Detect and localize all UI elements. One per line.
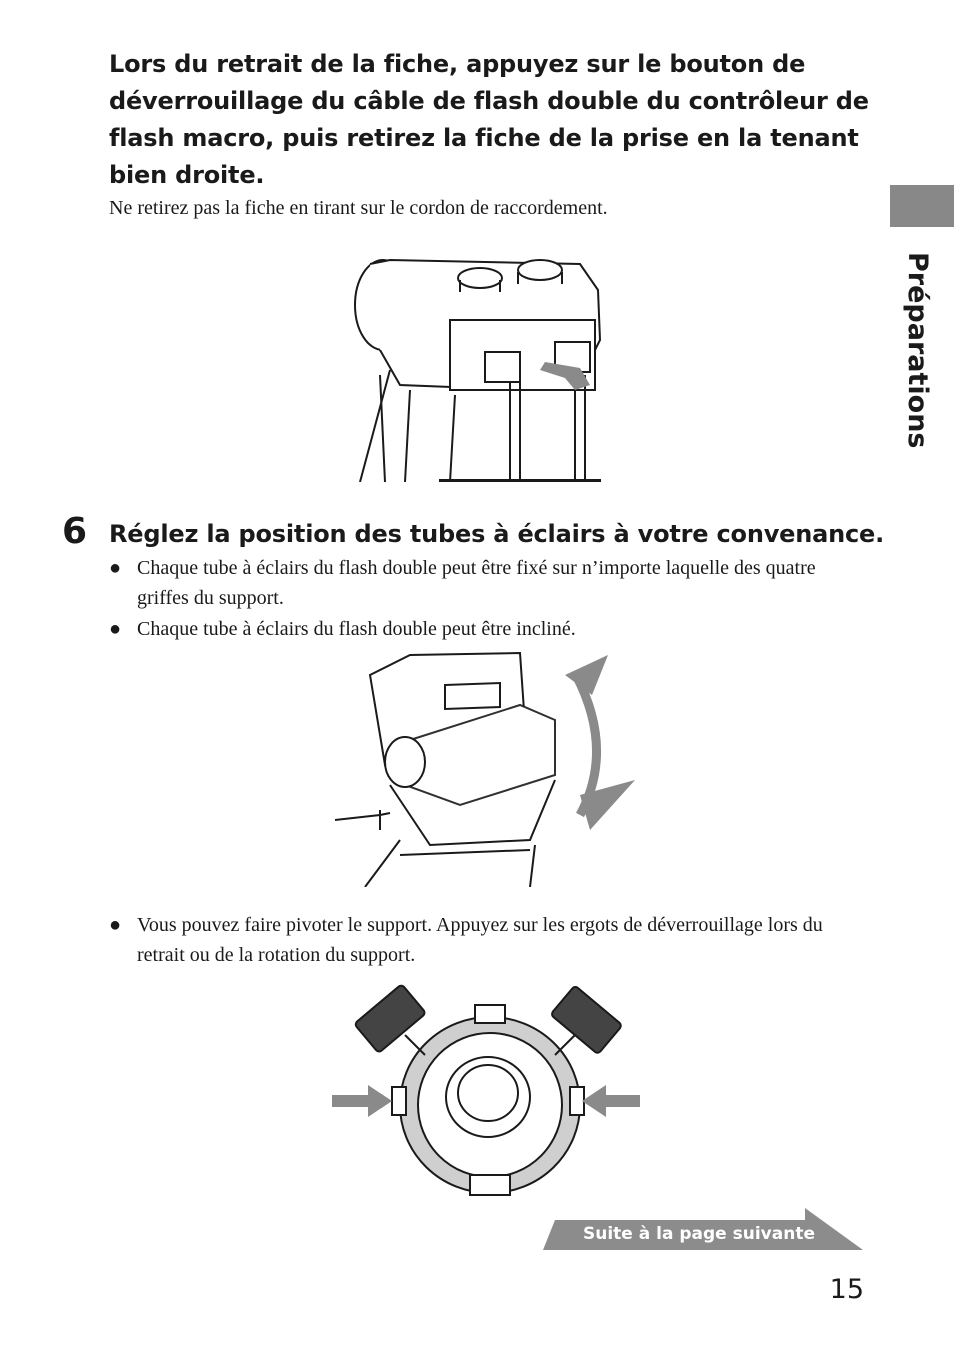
bullet-item: [0, 910, 954, 972]
bullet-text: Vous pouvez faire pivoter le support. Appuyez sur les ergots de déverrouillage lors du retrait ou de la rotation du support.: [137, 914, 823, 966]
flash-tube-tilt-illustration: [330, 645, 640, 887]
step-title: Réglez la position des tubes à éclairs à votre convenance.: [109, 520, 885, 548]
bullet-text: Chaque tube à éclairs du flash double peut être fixé sur n’importe laquelle des quatre griffes du support.: [137, 557, 816, 609]
controller-unplug-illustration: [350, 250, 610, 482]
mount-rotation-illustration: [330, 975, 645, 1200]
section-tab-label: Préparations: [902, 252, 933, 449]
bullet-item: [0, 614, 954, 646]
instruction-heading: Lors du retrait de la fiche, appuyez sur le bouton de déverrouillage du câble de flash double du contrôleur de flash macro, puis retirez la fiche de la prise en la tenant bien droite.: [109, 50, 869, 189]
page-number: 15: [829, 1274, 864, 1305]
continue-label: Suite à la page suivante: [583, 1224, 815, 1244]
bullet-dot: ●: [109, 557, 122, 579]
bullet-dot: ●: [109, 618, 122, 640]
instruction-note: Ne retirez pas la fiche en tirant sur le cordon de raccordement.: [109, 197, 608, 219]
section-tab-marker: [890, 185, 954, 227]
bullet-dot: ●: [109, 914, 122, 936]
bullet-text: Chaque tube à éclairs du flash double peut être incliné.: [137, 618, 576, 640]
step-number: 6: [62, 511, 88, 552]
bullet-item: [0, 553, 954, 615]
